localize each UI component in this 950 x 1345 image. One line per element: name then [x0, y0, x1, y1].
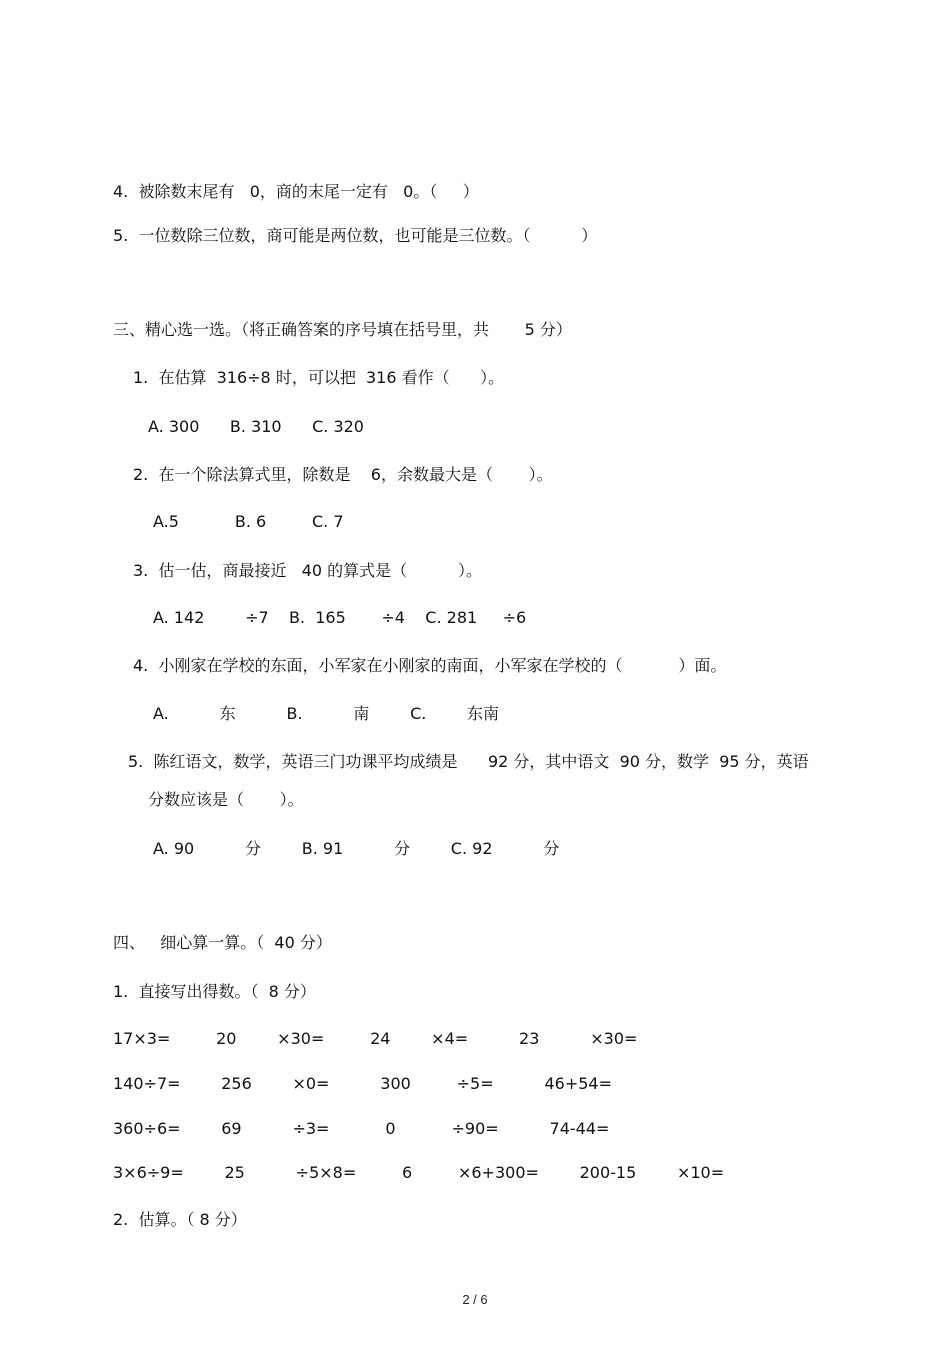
choice-question-1: 1. 在估算 316÷8 时，可以把 316 看作（ ）。 — [133, 368, 505, 387]
choice-question-5-line2: 分数应该是（ ）。 — [148, 790, 304, 809]
judge-item-4: 4. 被除数末尾有 0，商的末尾一定有 0。（ ） — [113, 182, 479, 201]
choice-question-3-options: A. 142 ÷7 B. 165 ÷4 C. 281 ÷6 — [153, 608, 527, 627]
page-number: 2 / 6 — [462, 1292, 488, 1307]
choice-question-2-options: A.5 B. 6 C. 7 — [153, 512, 344, 531]
judge-item-5: 5. 一位数除三位数，商可能是两位数，也可能是三位数。（ ） — [113, 226, 598, 245]
section4-heading: 四、 细心算一算。（ 40 分） — [113, 933, 332, 952]
choice-question-4-options: A. 东 B. 南 C. 东南 — [153, 704, 500, 723]
section4-subheading-1: 1. 直接写出得数。（ 8 分） — [113, 982, 316, 1001]
calc-row: 360÷6= 69 ÷3= 0 ÷90= 74-44= — [113, 1119, 610, 1138]
choice-question-4: 4. 小刚家在学校的东面，小军家在小刚家的南面，小军家在学校的（ ）面。 — [133, 656, 727, 675]
calc-row: 140÷7= 256 ×0= 300 ÷5= 46+54= — [113, 1074, 612, 1093]
calc-row: 3×6÷9= 25 ÷5×8= 6 ×6+300= 200-15 ×10= — [113, 1163, 725, 1182]
choice-question-1-options: A. 300 B. 310 C. 320 — [148, 417, 364, 436]
choice-question-3: 3. 估一估，商最接近 40 的算式是（ ）。 — [133, 561, 483, 580]
calc-row: 17×3= 20 ×30= 24 ×4= 23 ×30= — [113, 1029, 638, 1048]
section3-heading: 三、精心选一选。（将正确答案的序号填在括号里，共 5 分） — [113, 320, 572, 339]
section4-subheading-2: 2. 估算。（ 8 分） — [113, 1210, 247, 1229]
choice-question-5-options: A. 90 分 B. 91 分 C. 92 分 — [153, 839, 560, 858]
choice-question-2: 2. 在一个除法算式里，除数是 6，余数最大是（ ）。 — [133, 465, 553, 484]
choice-question-5-line1: 5. 陈红语文，数学，英语三门功课平均成绩是 92 分，其中语文 90 分，数学 95 分，英语 — [128, 752, 809, 771]
